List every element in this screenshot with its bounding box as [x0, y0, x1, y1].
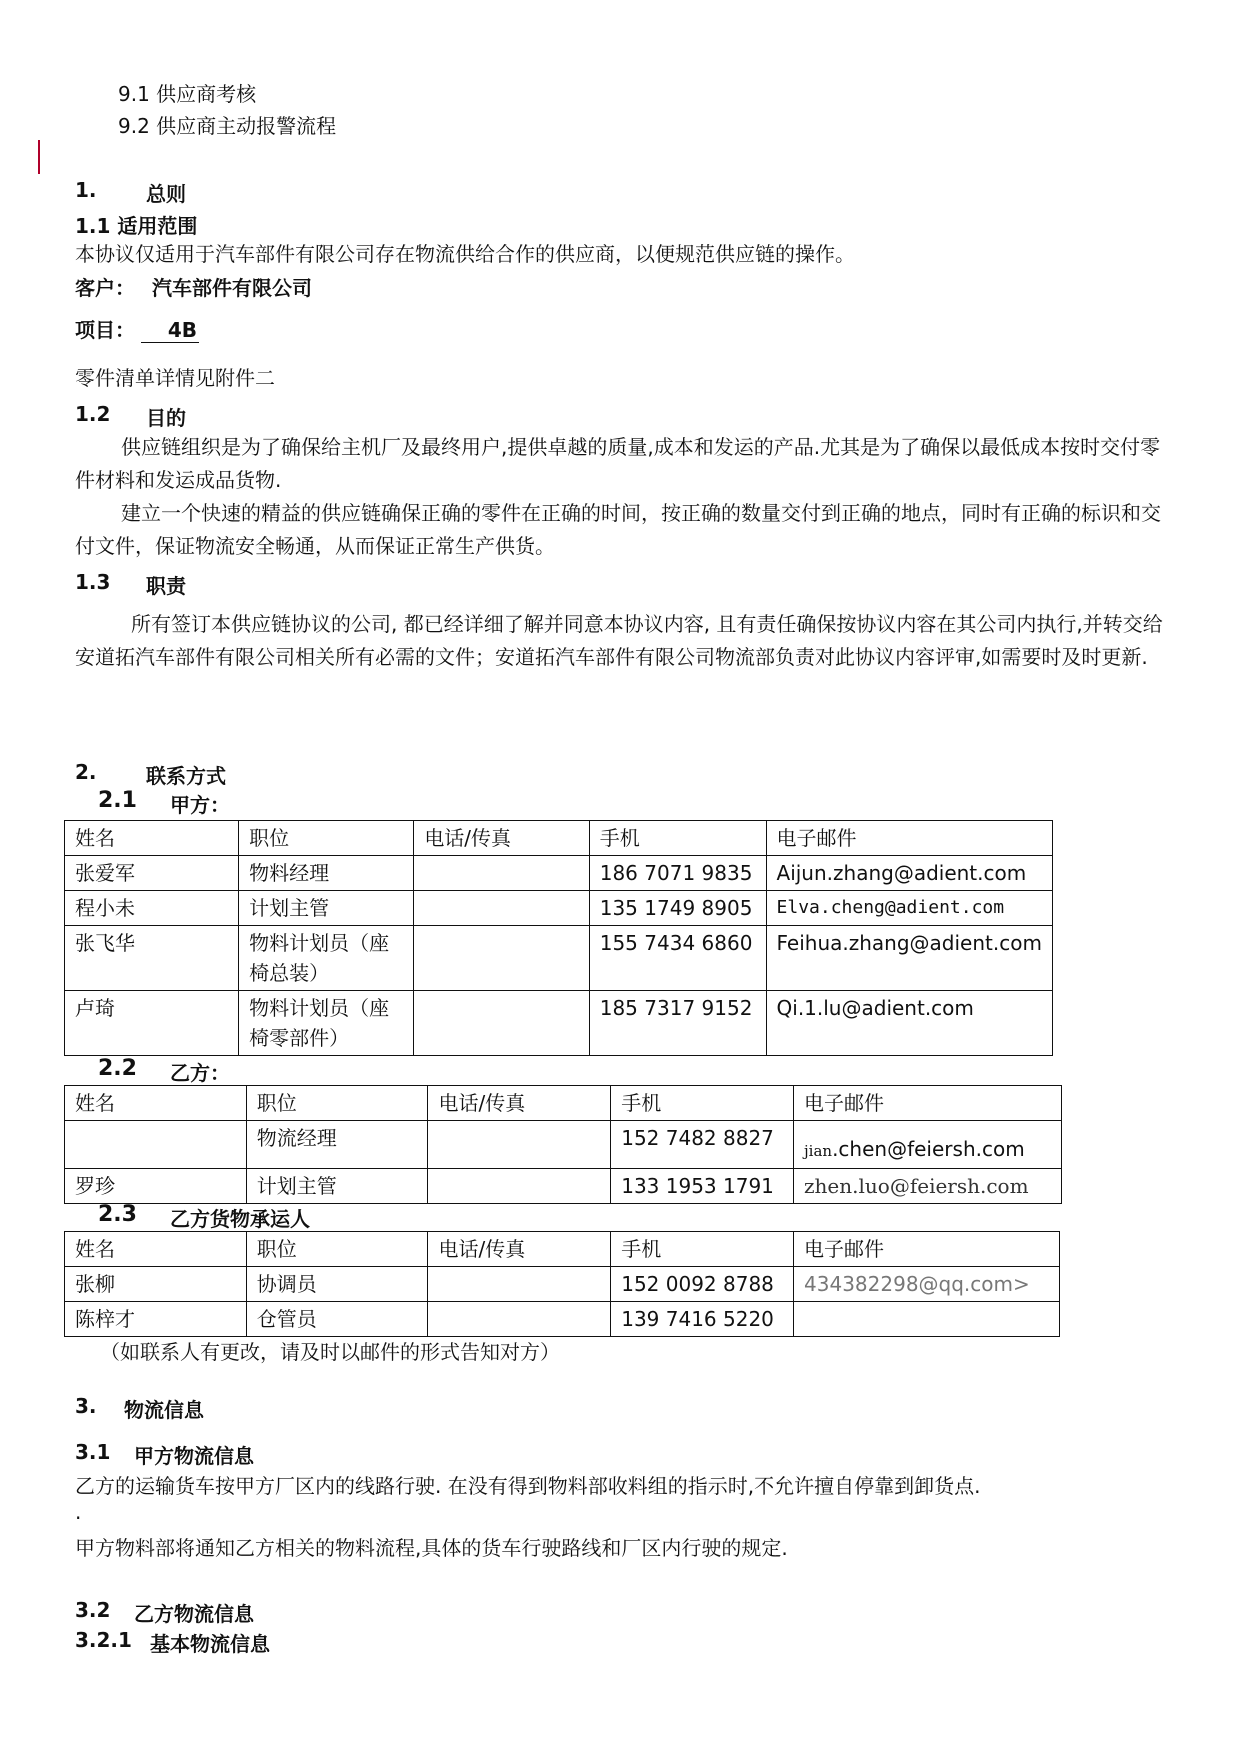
mobile-cell: 155 7434 6860	[589, 926, 766, 991]
name-cell: 张爱军	[65, 856, 239, 891]
table-row	[65, 1169, 1062, 1204]
table-header-row	[65, 821, 1053, 856]
subsection-title: 1.1 适用范围	[75, 214, 198, 238]
paragraph: 本协议仅适用于汽车部件有限公司存在物流供给合作的供应商，以便规范供应链的操作。	[75, 242, 855, 266]
section-title: 基本物流信息	[150, 1632, 270, 1656]
name-cell: 张飞华	[65, 926, 239, 991]
role-cell: 物料经理	[239, 856, 414, 891]
section-number: 1.2	[75, 402, 111, 426]
header-cell: 职位	[239, 821, 414, 856]
email-cell[interactable]: Feihua.zhang@adient.com	[766, 926, 1052, 991]
phone-cell	[414, 856, 589, 891]
revision-mark	[38, 140, 40, 174]
party-b-contact-table	[64, 1085, 1062, 1204]
header-cell: 职位	[246, 1232, 428, 1267]
table-row	[65, 1121, 1062, 1169]
customer-value: 汽车部件有限公司	[152, 276, 312, 300]
email-cell[interactable]: zhen.luo@feiersh.com	[794, 1169, 1062, 1204]
role-cell: 物流经理	[246, 1121, 428, 1169]
mobile-cell: 139 7416 5220	[611, 1302, 794, 1337]
section-number: 2.3	[98, 1202, 137, 1227]
phone-cell	[428, 1169, 611, 1204]
section-number: 3.2	[75, 1598, 111, 1622]
phone-cell	[428, 1121, 611, 1169]
role-cell: 物料计划员（座椅零部件）	[239, 991, 414, 1056]
table-row	[65, 891, 1053, 926]
email-cell[interactable]: Qi.1.lu@adient.com	[766, 991, 1052, 1056]
party-a-contact-table	[64, 820, 1053, 1056]
table-header-row	[65, 1232, 1060, 1267]
paragraph: 建立一个快速的精益的供应链确保正确的零件在正确的时间，按正确的数量交付到正确的地点，同时有正确的标识和交付文件，保证物流安全畅通，从而保证正常生产供货。	[75, 501, 1161, 558]
phone-cell	[428, 1302, 611, 1337]
project-row	[75, 314, 199, 343]
role-cell: 物料计划员（座椅总装）	[239, 926, 414, 991]
header-cell: 电子邮件	[794, 1232, 1060, 1267]
section-title: 乙方物流信息	[134, 1602, 254, 1626]
section-number: 3.2.1	[75, 1628, 132, 1652]
section-number: 2.2	[98, 1056, 137, 1081]
section-title: 乙方：	[170, 1061, 230, 1085]
paragraph: 所有签订本供应链协议的公司, 都已经详细了解并同意本协议内容, 且有责任确保按协议内容在其公司内执行,并转交给安道拓汽车部件有限公司相关所有必需的文件；安道拓汽车部件有限公司物流部负责对此协议内容评审,如需要时及时更新.	[75, 612, 1163, 669]
role-cell: 仓管员	[246, 1302, 428, 1337]
role-cell: 计划主管	[246, 1169, 428, 1204]
table-row	[65, 926, 1053, 991]
role-cell: 计划主管	[239, 891, 414, 926]
email-cell[interactable]	[794, 1302, 1060, 1337]
contact-change-note: （如联系人有更改，请及时以邮件的形式告知对方）	[100, 1340, 560, 1364]
section-number: 2.	[75, 760, 97, 784]
header-cell: 电子邮件	[766, 821, 1052, 856]
section-number: 3.	[75, 1394, 97, 1418]
email-prefix: jian	[804, 1142, 833, 1160]
section-title: 物流信息	[124, 1398, 204, 1422]
mobile-cell: 152 0092 8788	[611, 1267, 794, 1302]
name-cell: 陈梓才	[65, 1302, 247, 1337]
name-cell: 张柳	[65, 1267, 247, 1302]
customer-label: 客户：	[75, 276, 135, 300]
section-number: 1.	[75, 178, 97, 202]
parts-note: 零件清单详情见附件二	[75, 366, 275, 390]
paragraph: 供应链组织是为了确保给主机厂及最终用户,提供卓越的质量,成本和发运的产品.尤其是为了确保以最低成本按时交付零件材料和发运成品货物.	[75, 435, 1161, 492]
section-title: 联系方式	[146, 764, 226, 788]
name-cell	[65, 1121, 247, 1169]
mobile-cell: 135 1749 8905	[589, 891, 766, 926]
table-header-row	[65, 1086, 1062, 1121]
project-value: 4B	[141, 318, 199, 343]
name-cell: 罗珍	[65, 1169, 247, 1204]
header-cell: 职位	[246, 1086, 428, 1121]
phone-cell	[428, 1267, 611, 1302]
email-rest: .chen@feiersh.com	[832, 1137, 1025, 1161]
toc-item[interactable]: 9.1 供应商考核	[118, 82, 257, 106]
header-cell: 手机	[589, 821, 766, 856]
table-row	[65, 856, 1053, 891]
email-cell[interactable]: Elva.cheng@adient.com	[766, 891, 1052, 926]
paragraph: .	[75, 1500, 82, 1524]
header-cell: 手机	[611, 1086, 794, 1121]
email-cell[interactable]: Aijun.zhang@adient.com	[766, 856, 1052, 891]
name-cell: 程小未	[65, 891, 239, 926]
phone-cell	[414, 991, 589, 1056]
toc-item[interactable]: 9.2 供应商主动报警流程	[118, 114, 337, 138]
paragraph: 乙方的运输货车按甲方厂区内的线路行驶. 在没有得到物料部收料组的指示时,不允许擅自停靠到卸货点.	[75, 1474, 981, 1498]
mobile-cell: 152 7482 8827	[611, 1121, 794, 1169]
table-row	[65, 991, 1053, 1056]
section-title: 目的	[146, 406, 186, 430]
header-cell: 电话/传真	[428, 1086, 611, 1121]
phone-cell	[414, 891, 589, 926]
section-title: 总则	[146, 182, 186, 206]
role-cell: 协调员	[246, 1267, 428, 1302]
section-title: 乙方货物承运人	[170, 1207, 310, 1231]
header-cell: 电话/传真	[414, 821, 589, 856]
mobile-cell: 133 1953 1791	[611, 1169, 794, 1204]
email-cell[interactable]	[794, 1121, 1062, 1169]
header-cell: 姓名	[65, 1232, 247, 1267]
section-title: 职责	[146, 574, 186, 598]
section-title: 甲方：	[170, 793, 230, 817]
section-number: 1.3	[75, 570, 111, 594]
header-cell: 电话/传真	[428, 1232, 611, 1267]
mobile-cell: 185 7317 9152	[589, 991, 766, 1056]
table-row	[65, 1302, 1060, 1337]
carrier-contact-table	[64, 1231, 1060, 1337]
name-cell: 卢琦	[65, 991, 239, 1056]
project-label: 项目：	[75, 318, 135, 342]
phone-cell	[414, 926, 589, 991]
header-cell: 姓名	[65, 1086, 247, 1121]
section-number: 3.1	[75, 1440, 111, 1464]
section-number: 2.1	[98, 788, 137, 813]
mobile-cell: 186 7071 9835	[589, 856, 766, 891]
header-cell: 电子邮件	[794, 1086, 1062, 1121]
header-cell: 手机	[611, 1232, 794, 1267]
table-row	[65, 1267, 1060, 1302]
email-cell[interactable]: 434382298@qq.com>	[794, 1267, 1060, 1302]
header-cell: 姓名	[65, 821, 239, 856]
paragraph: 甲方物料部将通知乙方相关的物料流程,具体的货车行驶路线和厂区内行驶的规定.	[75, 1536, 788, 1560]
section-title: 甲方物流信息	[134, 1444, 254, 1468]
